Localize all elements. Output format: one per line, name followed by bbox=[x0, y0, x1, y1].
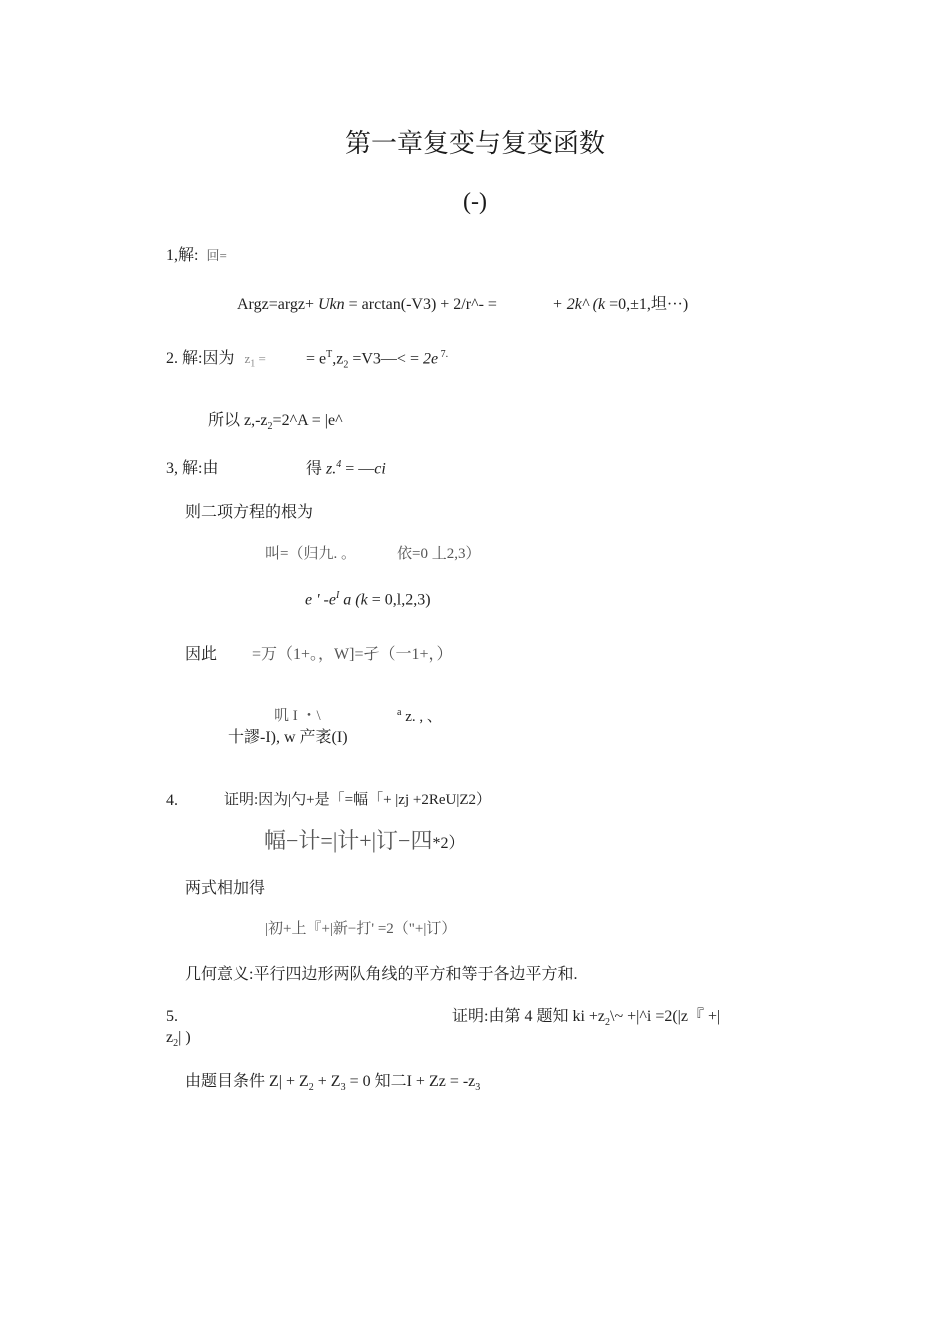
text-part: = 0,l,2,3) bbox=[367, 591, 431, 609]
text-part: z. , 、 bbox=[401, 709, 442, 725]
problem-3-label: 3, 解:由 bbox=[166, 460, 219, 477]
text-part: = 0 知二I + Zz = -z bbox=[345, 1073, 476, 1090]
equation-sub: 2 bbox=[267, 421, 273, 433]
z1-symbol bbox=[244, 351, 266, 370]
problem-3-line-4 bbox=[305, 590, 431, 610]
text-sup: I bbox=[335, 590, 340, 601]
text-part: = — bbox=[341, 460, 375, 478]
chapter-title: 第一章复变与复变函数 bbox=[344, 129, 605, 158]
text-part: + Z bbox=[313, 1073, 341, 1090]
equation-part: = arctan(-V3) + 2/r^- = bbox=[344, 296, 497, 313]
text-part: \~ +|^i =2(|z『 +| bbox=[610, 1008, 721, 1025]
equation-part: =V3—< = bbox=[348, 350, 423, 368]
text-part: a (k bbox=[339, 591, 368, 609]
problem-3-line-7: 十謬-I), w 产袤(I) bbox=[228, 729, 348, 746]
problem-1-equation bbox=[237, 295, 497, 314]
problem-4-line-5: 几何意义:平行四边形两队角线的平方和等于各边平方和. bbox=[185, 966, 578, 983]
problem-4-line-1: 证明:因为|勺+是「=幅「+ |zj +2ReU|Z2） bbox=[224, 792, 491, 808]
text-part: 由题目条件 Z| + Z bbox=[185, 1073, 309, 1090]
equation-part: =2^A = |e^ bbox=[272, 412, 343, 429]
problem-2-label: 2. 解:因为 bbox=[166, 350, 235, 367]
text-part: 幅−计=|计+|订−四 bbox=[264, 828, 433, 853]
text-part: ci bbox=[374, 460, 386, 478]
problem-3-line-3a: 叫=（归九. 。 bbox=[265, 546, 356, 562]
equation-part: Argz=argz+ bbox=[237, 296, 318, 313]
text-sub: 3 bbox=[340, 1082, 346, 1094]
problem-2-equation bbox=[306, 349, 448, 372]
text-part: z. bbox=[326, 460, 337, 478]
equation-part: =0,±1,坦···) bbox=[605, 296, 689, 313]
problem-3-line-5a: 因此 bbox=[185, 646, 218, 663]
text-sub: 2 bbox=[308, 1082, 314, 1094]
problem-1-line-1 bbox=[166, 246, 227, 265]
problem-5-line-1 bbox=[452, 1007, 720, 1029]
problem-3-fragment bbox=[306, 459, 386, 479]
text-part: *2） bbox=[432, 835, 465, 852]
text-part: | ) bbox=[178, 1029, 191, 1046]
problem-3-line-6a: 叽 I ・\ bbox=[274, 708, 321, 724]
equation-part: + 2k^ (k bbox=[552, 296, 606, 313]
equation-sub: 2 bbox=[343, 359, 349, 371]
problem-5-label: 5. bbox=[166, 1008, 178, 1025]
problem-1-equation-end bbox=[552, 295, 688, 314]
problem-1-fragment: 回= bbox=[206, 248, 227, 263]
text-sub: 3 bbox=[475, 1082, 481, 1094]
equation-part: 2e bbox=[422, 350, 439, 368]
problem-5-line-3 bbox=[185, 1072, 480, 1094]
problem-4-label: 4. bbox=[166, 792, 178, 809]
problem-4-line-4: |初+上『+|新−打' =2（"+|订） bbox=[265, 921, 457, 937]
problem-2-line-2 bbox=[208, 411, 343, 433]
problem-3-line-3b: 依=0 丄2,3） bbox=[397, 546, 481, 562]
equation-part: ,z bbox=[332, 350, 344, 368]
problem-4-line-3: 两式相加得 bbox=[185, 880, 266, 897]
problem-3-line-2: 则二项方程的根为 bbox=[185, 504, 314, 521]
equation-part: Ukn bbox=[317, 296, 345, 313]
text-part: 证明:由第 4 题知 ki +z bbox=[452, 1008, 606, 1025]
problem-3-line-5b: =万（1+。，W]=孑（一1+，） bbox=[252, 646, 453, 663]
problem-5-line-2 bbox=[166, 1028, 191, 1050]
text-sub: 2 bbox=[605, 1017, 611, 1029]
equation-sup: T bbox=[326, 349, 333, 360]
z1-letter: z bbox=[244, 351, 251, 366]
text-sub: 2 bbox=[173, 1038, 179, 1050]
text-part: e ' -e bbox=[305, 591, 336, 609]
section-subtitle: (-) bbox=[463, 189, 487, 215]
text-sup: 4 bbox=[336, 459, 342, 470]
equation-part: = e bbox=[306, 350, 327, 368]
z1-equals: = bbox=[255, 351, 266, 366]
equation-sup: 7. bbox=[438, 349, 449, 360]
text-part: 得 bbox=[306, 460, 327, 478]
text-part: z bbox=[166, 1029, 174, 1046]
equation-part: 所以 z,-z bbox=[208, 412, 268, 429]
problem-1-label: 1,解: bbox=[166, 247, 199, 264]
problem-4-line-2 bbox=[264, 828, 464, 854]
text-sup: a bbox=[397, 707, 402, 718]
z1-subscript: 1 bbox=[250, 358, 256, 370]
problem-2-line-1 bbox=[166, 349, 266, 371]
problem-3-line-6b bbox=[397, 707, 442, 726]
